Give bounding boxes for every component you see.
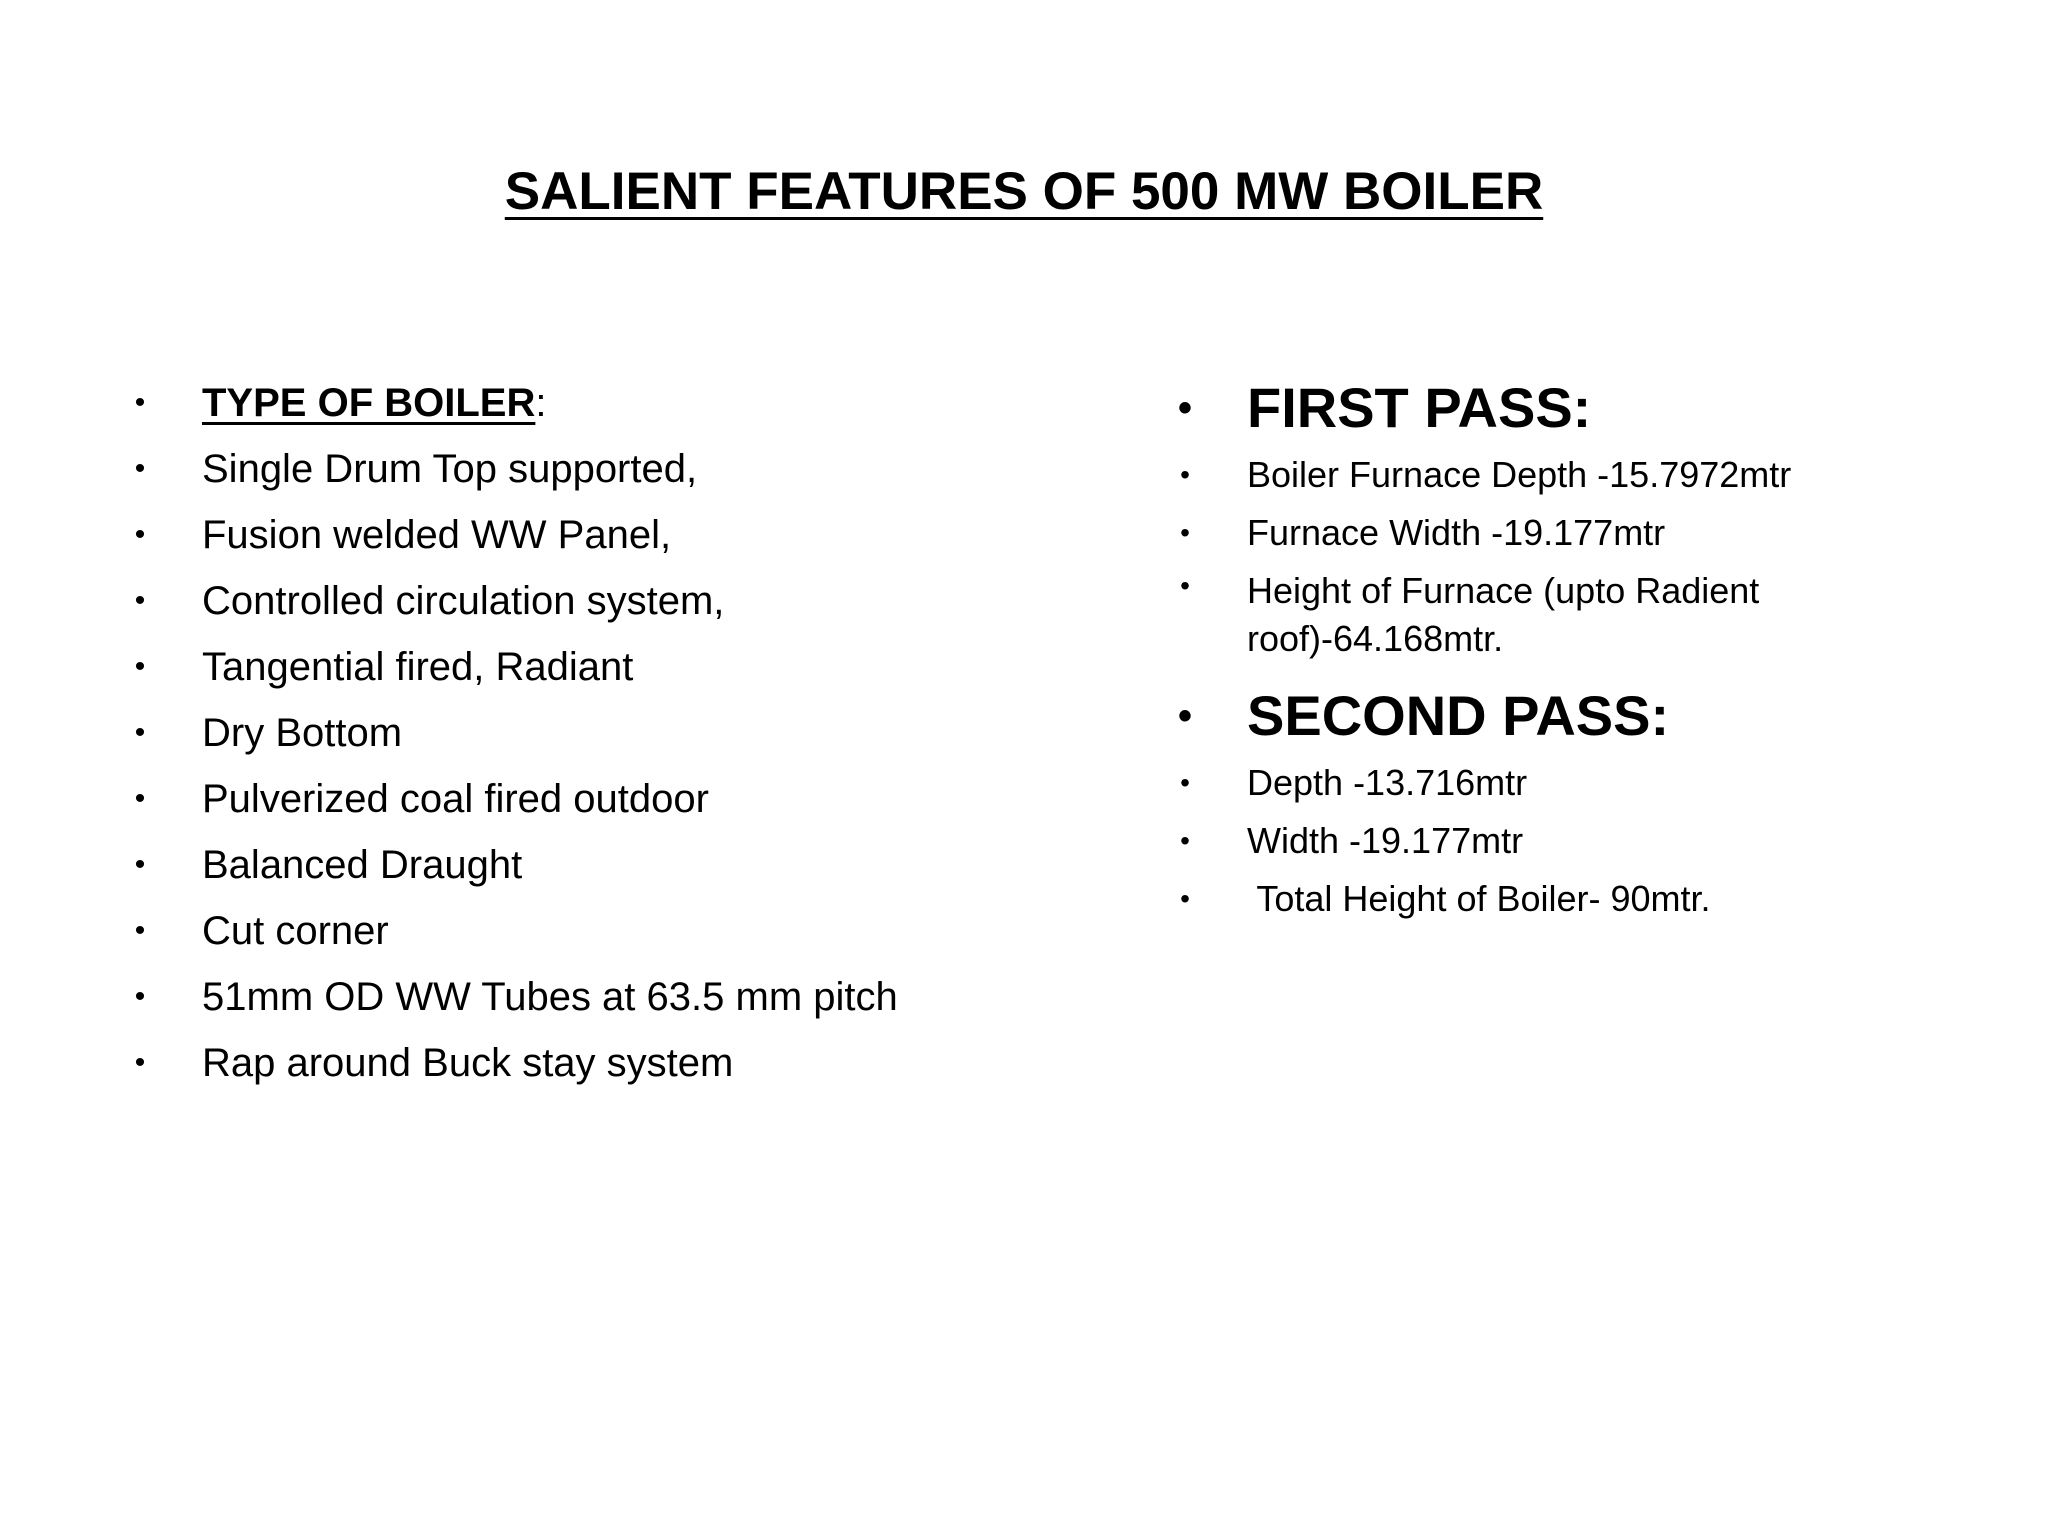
list-item bbox=[120, 964, 1020, 1030]
bullet-icon: • bbox=[1180, 517, 1190, 548]
list-item bbox=[120, 634, 1020, 700]
list-item bbox=[120, 898, 1020, 964]
list-item bbox=[1165, 562, 1985, 668]
bullet-icon: • bbox=[1180, 570, 1190, 601]
list-item-text: Dry Bottom bbox=[202, 711, 403, 755]
bullet-icon: • bbox=[1180, 459, 1190, 490]
list-item-text: Furnace Width -19.177mtr bbox=[1247, 512, 1666, 553]
list-item-text: Boiler Furnace Depth -15.7972mtr bbox=[1247, 454, 1792, 495]
list-item-text: Width -19.177mtr bbox=[1247, 820, 1524, 861]
list-item bbox=[1165, 504, 1985, 562]
list-item bbox=[120, 568, 1020, 634]
bullet-icon: • bbox=[1180, 825, 1190, 856]
first-pass-heading: FIRST PASS: bbox=[1247, 376, 1592, 439]
list-item bbox=[120, 502, 1020, 568]
list-item bbox=[120, 832, 1020, 898]
list-item-text: Single Drum Top supported, bbox=[202, 447, 698, 491]
bullet-icon: • bbox=[134, 650, 146, 683]
second-pass-heading: SECOND PASS: bbox=[1247, 684, 1670, 747]
bullet-icon: • bbox=[134, 386, 146, 419]
bullet-icon: • bbox=[134, 518, 146, 551]
bullet-icon: • bbox=[1177, 694, 1192, 738]
boiler-type-heading-colon: : bbox=[535, 381, 547, 425]
list-item bbox=[1165, 870, 1985, 928]
pass-dimensions-list bbox=[1165, 370, 1985, 928]
list-item-text: Balanced Draught bbox=[202, 843, 523, 887]
bullet-icon: • bbox=[134, 584, 146, 617]
list-item bbox=[120, 700, 1020, 766]
first-pass-heading-item bbox=[1165, 370, 1985, 446]
list-item bbox=[1165, 812, 1985, 870]
second-pass-heading-item bbox=[1165, 678, 1985, 754]
list-item-text: Controlled circulation system, bbox=[202, 579, 725, 623]
boiler-type-heading-item bbox=[120, 370, 1020, 436]
list-item-text: 51mm OD WW Tubes at 63.5 mm pitch bbox=[202, 975, 898, 1019]
list-item-text: Total Height of Boiler- 90mtr. bbox=[1247, 878, 1711, 919]
list-item-text: Cut corner bbox=[202, 909, 389, 953]
bullet-icon: • bbox=[1180, 767, 1190, 798]
list-item-text: Depth -13.716mtr bbox=[1247, 762, 1528, 803]
list-item-text: Fusion welded WW Panel, bbox=[202, 513, 672, 557]
page-title: SALIENT FEATURES OF 500 MW BOILER bbox=[504, 162, 1544, 221]
list-item-text: Rap around Buck stay system bbox=[202, 1041, 734, 1085]
bullet-icon: • bbox=[134, 716, 146, 749]
boiler-type-heading: TYPE OF BOILER bbox=[202, 381, 536, 425]
bullet-icon: • bbox=[134, 914, 146, 947]
list-item-text: Height of Furnace (upto Radient roof)-64.168mtr. bbox=[1247, 570, 1760, 659]
list-item bbox=[120, 436, 1020, 502]
list-item bbox=[1165, 446, 1985, 504]
list-item bbox=[120, 1030, 1020, 1096]
bullet-icon: • bbox=[1180, 883, 1190, 914]
list-item-text: Pulverized coal fired outdoor bbox=[202, 777, 709, 821]
bullet-icon: • bbox=[1177, 386, 1192, 430]
boiler-type-list bbox=[120, 370, 1020, 1096]
bullet-icon: • bbox=[134, 848, 146, 881]
bullet-icon: • bbox=[134, 782, 146, 815]
list-item bbox=[1165, 754, 1985, 812]
bullet-icon: • bbox=[134, 452, 146, 485]
list-item bbox=[120, 766, 1020, 832]
list-item-text: Tangential fired, Radiant bbox=[202, 645, 634, 689]
bullet-icon: • bbox=[134, 1046, 146, 1079]
bullet-icon: • bbox=[134, 980, 146, 1013]
